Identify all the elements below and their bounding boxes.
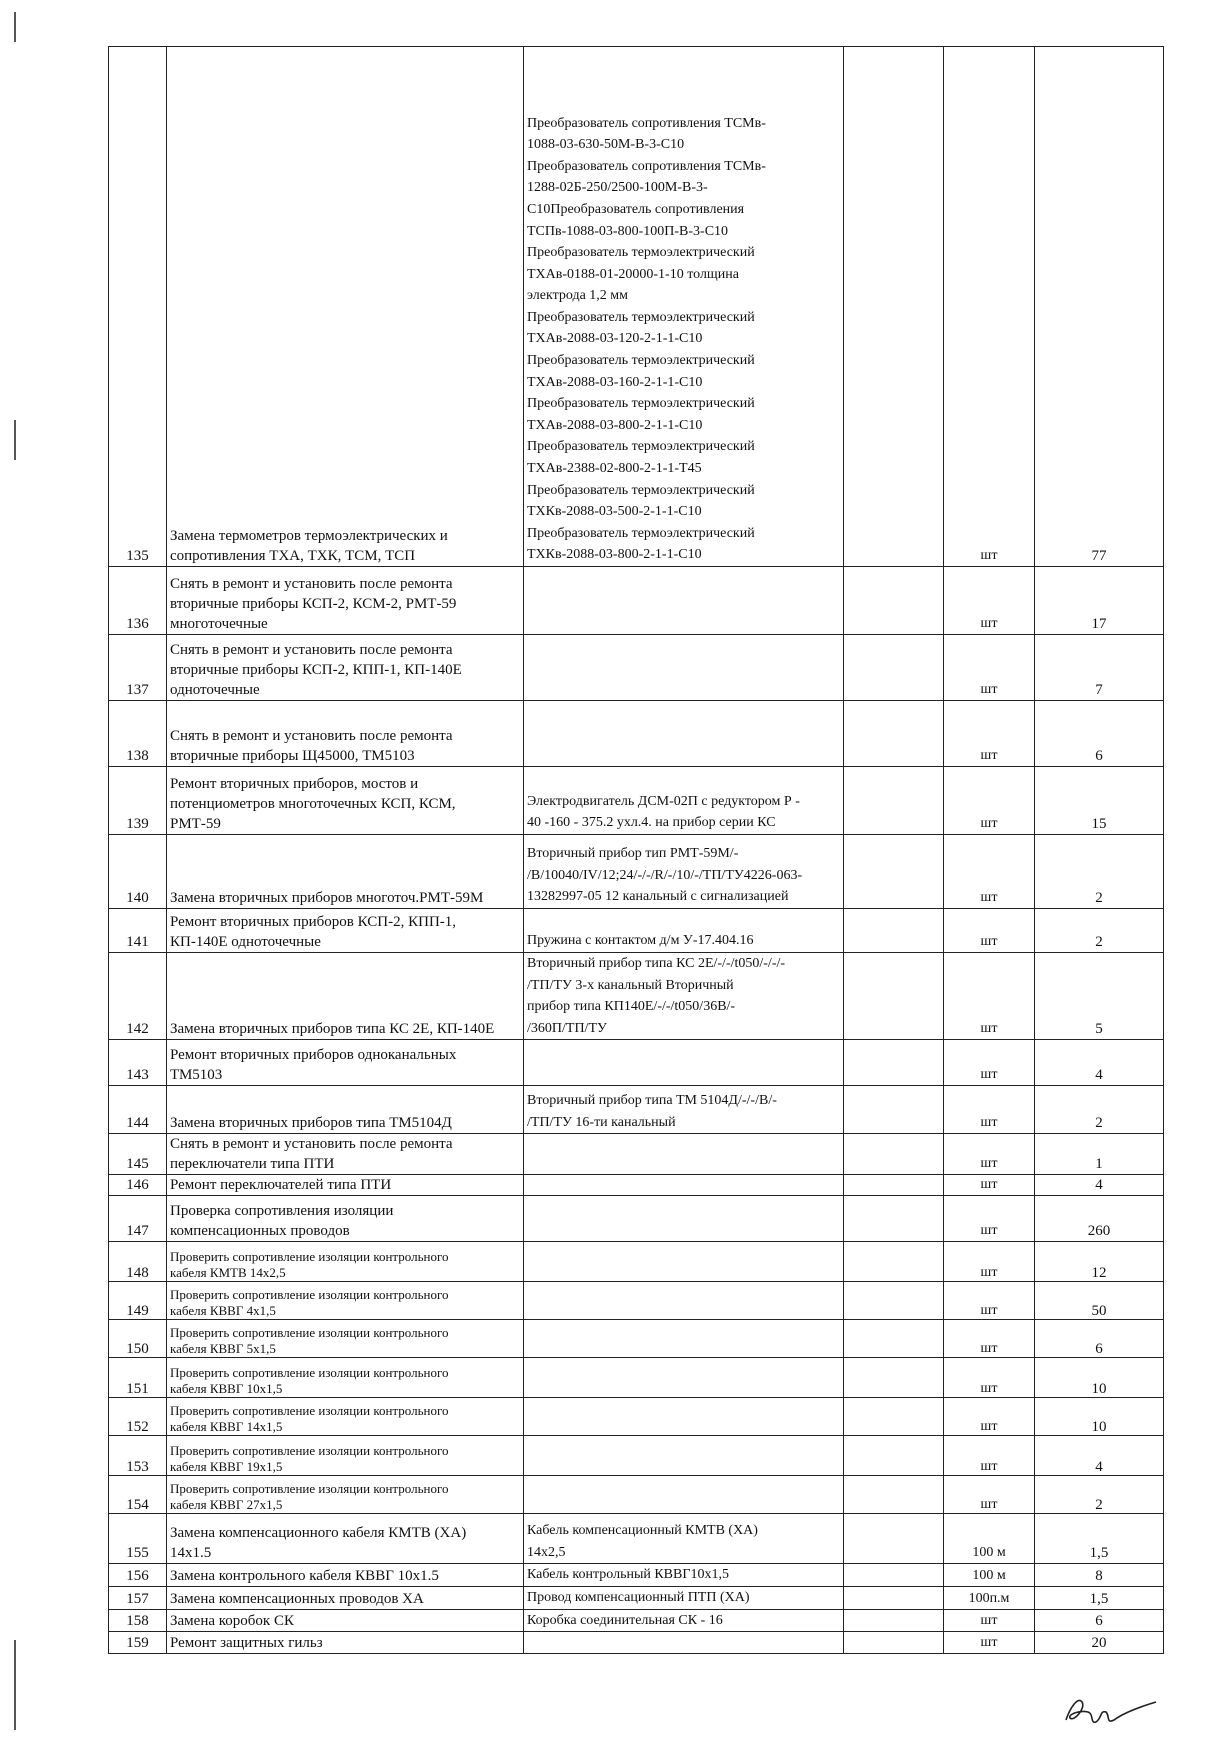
- work-description: [167, 1086, 524, 1134]
- table-body: [109, 47, 1164, 1654]
- work-description: [167, 909, 524, 953]
- material-description-line: Кабель контрольный КВВГ10х1,5: [527, 1567, 729, 1583]
- work-description-line: Замена коробок СК: [170, 1613, 294, 1630]
- quantity-cell: 8: [1035, 1564, 1164, 1587]
- quantity-cell: 1,5: [1035, 1586, 1164, 1609]
- work-description-line: Ремонт вторичных приборов одноканальных: [170, 1047, 457, 1064]
- work-description-line: кабеля КМТВ 14х2,5: [170, 1265, 286, 1281]
- work-description: [167, 701, 524, 767]
- material-description: [524, 701, 844, 767]
- material-description: [524, 1586, 844, 1609]
- work-description: [167, 1242, 524, 1282]
- work-description-line: КП-140Е одноточечные: [170, 934, 321, 950]
- work-description-line: Ремонт вторичных приборов КСП-2, КПП-1,: [170, 914, 457, 930]
- material-description-line: /360П/ТП/ТУ: [527, 1020, 607, 1036]
- material-description-line: Преобразователь термоэлектрический: [527, 396, 755, 412]
- material-description-line: ТХКв-2088-03-800-2-1-1-С10: [527, 547, 702, 563]
- unit-cell: шт: [944, 1436, 1035, 1476]
- table-row: [109, 1040, 1164, 1086]
- work-description: [167, 567, 524, 635]
- quantity-cell: 12: [1035, 1242, 1164, 1282]
- empty-cell: [844, 1476, 944, 1514]
- work-description-line: Проверить сопротивление изоляции контрольного: [170, 1365, 449, 1381]
- table-row: [109, 1134, 1164, 1175]
- work-description-line: Замена вторичных приборов типа ТМ5104Д: [170, 1115, 452, 1132]
- work-description: [167, 635, 524, 701]
- unit-cell: шт: [944, 635, 1035, 701]
- material-description: [524, 1242, 844, 1282]
- row-number: 154: [109, 1476, 167, 1514]
- quantity-cell: 2: [1035, 1476, 1164, 1514]
- work-description-line: 14х1.5: [170, 1545, 212, 1562]
- work-description-line: кабеля КВВГ 19х1,5: [170, 1459, 283, 1475]
- material-description-line: Пружина с контактом д/м У-17.404.16: [527, 933, 754, 949]
- unit-cell: шт: [944, 1320, 1035, 1358]
- work-description-line: Проверка сопротивления изоляции: [170, 1203, 394, 1220]
- work-description-line: Снять в ремонт и установить после ремонта: [170, 576, 453, 592]
- unit-cell: шт: [944, 1632, 1035, 1654]
- unit-cell: 100 м: [944, 1514, 1035, 1564]
- unit-cell: шт: [944, 1040, 1035, 1086]
- work-description: [167, 835, 524, 909]
- material-description: [524, 1514, 844, 1564]
- quantity-cell: 10: [1035, 1358, 1164, 1398]
- work-description-line: вторичные приборы КСП-2, КПП-1, КП-140Е: [170, 662, 462, 678]
- material-description-line: Преобразователь термоэлектрический: [527, 439, 755, 455]
- work-description-line: многоточечные: [170, 616, 268, 632]
- material-description: [524, 1196, 844, 1242]
- unit-cell: шт: [944, 835, 1035, 909]
- work-description-line: Ремонт вторичных приборов, мостов и: [170, 776, 419, 792]
- row-number: 146: [109, 1175, 167, 1196]
- work-description: [167, 1398, 524, 1436]
- row-number: 137: [109, 635, 167, 701]
- unit-cell: шт: [944, 767, 1035, 835]
- material-description-line: Вторичный прибор типа ТМ 5104Д/-/-/В/-: [527, 1093, 777, 1109]
- material-description-line: Вторичный прибор типа КС 2Е/-/-/t050/-/-/-: [527, 956, 786, 971]
- row-number: 152: [109, 1398, 167, 1436]
- work-description-line: Проверить сопротивление изоляции контрольного: [170, 1325, 449, 1341]
- quantity-cell: 260: [1035, 1196, 1164, 1242]
- material-description: [524, 1040, 844, 1086]
- unit-cell: шт: [944, 1358, 1035, 1398]
- table-row: [109, 1476, 1164, 1514]
- quantity-cell: 17: [1035, 567, 1164, 635]
- quantity-cell: 50: [1035, 1282, 1164, 1320]
- row-number: 143: [109, 1040, 167, 1086]
- row-number: 138: [109, 701, 167, 767]
- empty-cell: [844, 1282, 944, 1320]
- unit-cell: шт: [944, 1086, 1035, 1134]
- material-description-line: ТСПв-1088-03-800-100П-В-3-С10: [527, 223, 729, 239]
- material-description-line: Провод компенсационный ПТП (ХА): [527, 1589, 750, 1605]
- work-description: [167, 1609, 524, 1632]
- table-row: [109, 767, 1164, 835]
- unit-cell: 100 м: [944, 1564, 1035, 1587]
- material-description-line: Кабель компенсационный КМТВ (ХА): [527, 1523, 758, 1539]
- material-description: [524, 1134, 844, 1175]
- table-row: [109, 1196, 1164, 1242]
- material-description-line: Электродвигатель ДСМ-02П с редуктором Р -: [527, 793, 800, 809]
- work-description-line: одноточечные: [170, 682, 260, 698]
- empty-cell: [844, 567, 944, 635]
- work-description-line: Проверить сопротивление изоляции контрольного: [170, 1443, 449, 1459]
- quantity-cell: 5: [1035, 953, 1164, 1040]
- material-description-line: ТХАв-2088-03-800-2-1-1-С10: [527, 417, 703, 433]
- work-description-line: кабеля КВВГ 5х1,5: [170, 1341, 276, 1357]
- empty-cell: [844, 835, 944, 909]
- document-sheet: [108, 46, 1163, 1654]
- unit-cell: шт: [944, 567, 1035, 635]
- material-description-line: ТХАв-2088-03-160-2-1-1-С10: [527, 374, 703, 390]
- empty-cell: [844, 953, 944, 1040]
- work-description: [167, 1175, 524, 1196]
- table-row: [109, 701, 1164, 767]
- quantity-cell: 2: [1035, 909, 1164, 953]
- material-description-line: ТХАв-2388-02-800-2-1-1-Т45: [527, 461, 702, 477]
- row-number: 149: [109, 1282, 167, 1320]
- empty-cell: [844, 1564, 944, 1587]
- table-row: [109, 1175, 1164, 1196]
- material-description: [524, 909, 844, 953]
- work-description-line: Ремонт переключателей типа ПТИ: [170, 1177, 392, 1194]
- unit-cell: шт: [944, 1398, 1035, 1436]
- work-description-line: Замена вторичных приборов типа КС 2Е, КП-140Е: [170, 1021, 495, 1038]
- work-description: [167, 1514, 524, 1564]
- material-description: [524, 953, 844, 1040]
- works-table: [108, 46, 1164, 1654]
- work-description-line: Ремонт защитных гильз: [170, 1635, 323, 1652]
- table-row: [109, 1609, 1164, 1632]
- quantity-cell: 2: [1035, 1086, 1164, 1134]
- material-description: [524, 1609, 844, 1632]
- material-description-line: электрода 1,2 мм: [527, 288, 629, 304]
- unit-cell: шт: [944, 1476, 1035, 1514]
- material-description: [524, 1398, 844, 1436]
- row-number: 136: [109, 567, 167, 635]
- empty-cell: [844, 635, 944, 701]
- work-description: [167, 1358, 524, 1398]
- row-number: 155: [109, 1514, 167, 1564]
- quantity-cell: 20: [1035, 1632, 1164, 1654]
- quantity-cell: 6: [1035, 1320, 1164, 1358]
- work-description: [167, 1320, 524, 1358]
- material-description-line: /ТП/ТУ 3-х канальный Вторичный: [527, 977, 734, 993]
- work-description: [167, 47, 524, 567]
- material-description-line: Преобразователь термоэлектрический: [527, 309, 755, 325]
- row-number: 145: [109, 1134, 167, 1175]
- empty-cell: [844, 1086, 944, 1134]
- margin-mark: [14, 420, 16, 460]
- unit-cell: шт: [944, 953, 1035, 1040]
- work-description-line: Замена вторичных приборов многоточ.РМТ-59М: [170, 890, 484, 906]
- quantity-cell: 7: [1035, 635, 1164, 701]
- unit-cell: шт: [944, 1609, 1035, 1632]
- empty-cell: [844, 1175, 944, 1196]
- work-description-line: Проверить сопротивление изоляции контрольного: [170, 1249, 449, 1265]
- work-description-line: Замена термометров термоэлектрических и: [170, 528, 448, 544]
- material-description: [524, 1358, 844, 1398]
- quantity-cell: 4: [1035, 1175, 1164, 1196]
- material-description: [524, 1320, 844, 1358]
- row-number: 144: [109, 1086, 167, 1134]
- row-number: 156: [109, 1564, 167, 1587]
- empty-cell: [844, 1398, 944, 1436]
- work-description-line: РМТ-59: [170, 816, 221, 832]
- material-description-line: 14х2,5: [527, 1544, 566, 1560]
- unit-cell: 100п.м: [944, 1586, 1035, 1609]
- signature-mark: [1060, 1688, 1160, 1730]
- empty-cell: [844, 767, 944, 835]
- table-row: [109, 1632, 1164, 1654]
- unit-cell: шт: [944, 701, 1035, 767]
- row-number: 139: [109, 767, 167, 835]
- table-row: [109, 1358, 1164, 1398]
- work-description-line: Замена компенсационного кабеля КМТВ (ХА): [170, 1525, 467, 1542]
- work-description: [167, 1282, 524, 1320]
- empty-cell: [844, 1040, 944, 1086]
- row-number: 148: [109, 1242, 167, 1282]
- table-row: [109, 1320, 1164, 1358]
- material-description: [524, 47, 844, 567]
- empty-cell: [844, 1586, 944, 1609]
- work-description: [167, 1134, 524, 1175]
- empty-cell: [844, 1196, 944, 1242]
- unit-cell: шт: [944, 1282, 1035, 1320]
- material-description-line: Преобразователь термоэлектрический: [527, 525, 755, 541]
- margin-mark: [14, 1640, 16, 1730]
- row-number: 159: [109, 1632, 167, 1654]
- material-description-line: 40 -160 - 375.2 ухл.4. на прибор серии КС: [527, 815, 776, 831]
- table-row: [109, 1086, 1164, 1134]
- material-description: [524, 1564, 844, 1587]
- work-description: [167, 953, 524, 1040]
- quantity-cell: 6: [1035, 1609, 1164, 1632]
- material-description-line: /В/10040/IV/12;24/-/-/R/-/10/-/ТП/ТУ4226-063-: [527, 867, 803, 883]
- margin-mark: [14, 12, 16, 42]
- material-description: [524, 1175, 844, 1196]
- material-description-line: 13282997-05 12 канальный с сигнализацией: [527, 889, 789, 905]
- material-description: [524, 567, 844, 635]
- material-description: [524, 1632, 844, 1654]
- material-description-line: /ТП/ТУ 16-ти канальный: [527, 1114, 676, 1130]
- quantity-cell: 77: [1035, 47, 1164, 567]
- unit-cell: шт: [944, 1196, 1035, 1242]
- table-row: [109, 1586, 1164, 1609]
- work-description-line: кабеля КВВГ 10х1,5: [170, 1381, 283, 1397]
- table-row: [109, 1398, 1164, 1436]
- row-number: 158: [109, 1609, 167, 1632]
- empty-cell: [844, 47, 944, 567]
- work-description: [167, 1476, 524, 1514]
- material-description-line: Коробка соединительная СК - 16: [527, 1612, 723, 1628]
- unit-cell: шт: [944, 47, 1035, 567]
- material-description: [524, 1086, 844, 1134]
- work-description-line: потенциометров многоточечных КСП, КСМ,: [170, 796, 456, 812]
- table-row: [109, 909, 1164, 953]
- empty-cell: [844, 1358, 944, 1398]
- work-description-line: Снять в ремонт и установить после ремонта: [170, 728, 453, 744]
- material-description-line: Преобразователь термоэлектрический: [527, 482, 755, 498]
- work-description-line: Проверить сопротивление изоляции контрольного: [170, 1403, 449, 1419]
- work-description: [167, 1564, 524, 1587]
- work-description-line: Проверить сопротивление изоляции контрольного: [170, 1481, 449, 1497]
- empty-cell: [844, 1609, 944, 1632]
- material-description-line: Преобразователь сопротивления ТСМв-: [527, 115, 766, 131]
- work-description: [167, 1040, 524, 1086]
- quantity-cell: 10: [1035, 1398, 1164, 1436]
- work-description-line: компенсационных проводов: [170, 1223, 350, 1240]
- material-description-line: ТХКв-2088-03-500-2-1-1-С10: [527, 504, 702, 520]
- material-description-line: Вторичный прибор тип РМТ-59М/-: [527, 846, 739, 862]
- quantity-cell: 2: [1035, 835, 1164, 909]
- row-number: 147: [109, 1196, 167, 1242]
- quantity-cell: 4: [1035, 1436, 1164, 1476]
- quantity-cell: 1,5: [1035, 1514, 1164, 1564]
- row-number: 151: [109, 1358, 167, 1398]
- material-description-line: прибор типа КП140Е/-/-/t050/36В/-: [527, 999, 736, 1015]
- material-description: [524, 1436, 844, 1476]
- row-number: 140: [109, 835, 167, 909]
- material-description-line: ТХАв-0188-01-20000-1-10 толщина: [527, 266, 739, 282]
- material-description-line: Преобразователь термоэлектрический: [527, 245, 755, 261]
- row-number: 150: [109, 1320, 167, 1358]
- table-row: [109, 1436, 1164, 1476]
- work-description-line: Проверить сопротивление изоляции контрольного: [170, 1287, 449, 1303]
- work-description: [167, 1436, 524, 1476]
- material-description: [524, 1476, 844, 1514]
- work-description-line: Снять в ремонт и установить после ремонта: [170, 1136, 453, 1153]
- work-description: [167, 1586, 524, 1609]
- material-description-line: 1088-03-630-50М-В-3-С10: [527, 137, 685, 153]
- material-description-line: Преобразователь сопротивления ТСМв-: [527, 158, 766, 174]
- work-description: [167, 767, 524, 835]
- work-description-line: кабеля КВВГ 14х1,5: [170, 1419, 283, 1435]
- material-description-line: Преобразователь термоэлектрический: [527, 353, 755, 369]
- work-description: [167, 1196, 524, 1242]
- table-row: [109, 1564, 1164, 1587]
- work-description-line: кабеля КВВГ 27х1,5: [170, 1497, 283, 1513]
- work-description-line: Снять в ремонт и установить после ремонта: [170, 642, 453, 658]
- row-number: 135: [109, 47, 167, 567]
- table-row: [109, 1282, 1164, 1320]
- material-description-line: 1288-02Б-250/2500-100М-В-3-: [527, 180, 708, 196]
- row-number: 153: [109, 1436, 167, 1476]
- table-row: [109, 953, 1164, 1040]
- table-row: [109, 1514, 1164, 1564]
- material-description: [524, 1282, 844, 1320]
- quantity-cell: 1: [1035, 1134, 1164, 1175]
- table-row: [109, 47, 1164, 567]
- unit-cell: шт: [944, 1134, 1035, 1175]
- work-description-line: кабеля КВВГ 4х1,5: [170, 1303, 276, 1319]
- empty-cell: [844, 1134, 944, 1175]
- work-description-line: вторичные приборы КСП-2, КСМ-2, РМТ-59: [170, 596, 457, 612]
- table-row: [109, 835, 1164, 909]
- quantity-cell: 15: [1035, 767, 1164, 835]
- work-description-line: переключатели типа ПТИ: [170, 1156, 335, 1173]
- table-row: [109, 635, 1164, 701]
- empty-cell: [844, 1632, 944, 1654]
- unit-cell: шт: [944, 1175, 1035, 1196]
- table-row: [109, 1242, 1164, 1282]
- material-description: [524, 767, 844, 835]
- work-description-line: Замена компенсационных проводов ХА: [170, 1590, 424, 1607]
- empty-cell: [844, 1514, 944, 1564]
- work-description-line: ТМ5103: [170, 1067, 223, 1084]
- quantity-cell: 4: [1035, 1040, 1164, 1086]
- empty-cell: [844, 909, 944, 953]
- material-description-line: С10Преобразователь сопротивления: [527, 201, 745, 217]
- unit-cell: шт: [944, 1242, 1035, 1282]
- material-description: [524, 835, 844, 909]
- work-description-line: Замена контрольного кабеля КВВГ 10х1.5: [170, 1567, 439, 1584]
- work-description-line: сопротивления ТХА, ТХК, ТСМ, ТСП: [170, 548, 416, 564]
- table-row: [109, 567, 1164, 635]
- unit-cell: шт: [944, 909, 1035, 953]
- row-number: 157: [109, 1586, 167, 1609]
- work-description-line: вторичные приборы Щ45000, ТМ5103: [170, 748, 415, 764]
- quantity-cell: 6: [1035, 701, 1164, 767]
- material-description: [524, 635, 844, 701]
- empty-cell: [844, 1436, 944, 1476]
- row-number: 142: [109, 953, 167, 1040]
- empty-cell: [844, 1242, 944, 1282]
- empty-cell: [844, 701, 944, 767]
- row-number: 141: [109, 909, 167, 953]
- work-description: [167, 1632, 524, 1654]
- material-description-line: ТХАв-2088-03-120-2-1-1-С10: [527, 331, 703, 347]
- empty-cell: [844, 1320, 944, 1358]
